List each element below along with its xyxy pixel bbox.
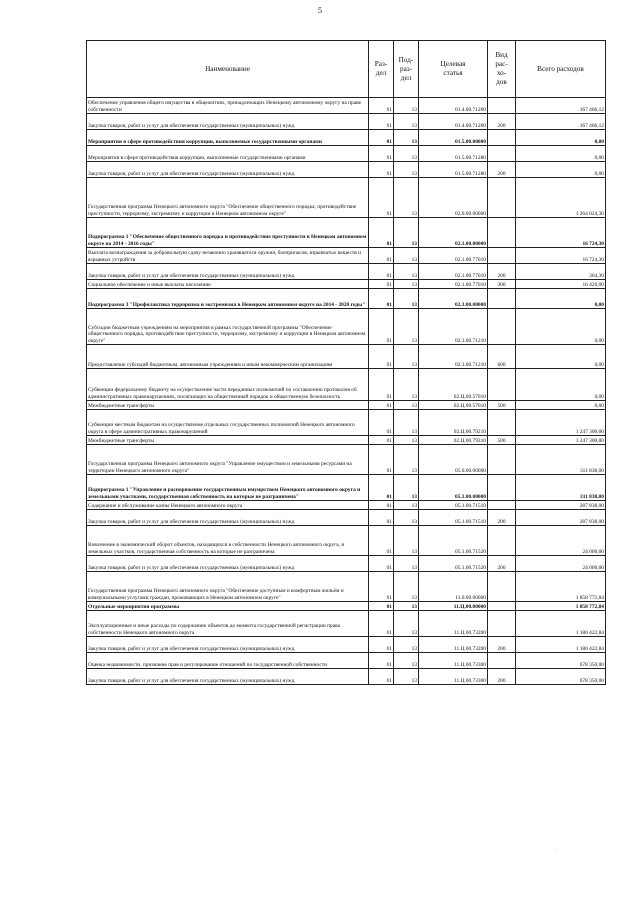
row-total-cell: 1 180 422,84 bbox=[516, 611, 606, 637]
row-section-cell: 01 bbox=[369, 572, 394, 602]
row-target-article-cell: 02.Ц.00.57010 bbox=[419, 369, 488, 401]
row-expense-type-cell: 200 bbox=[488, 510, 516, 526]
row-section-cell: 01 bbox=[369, 309, 394, 345]
row-target-article-cell: 11.Ц.00.73200 bbox=[419, 611, 488, 637]
header-target-article: Целевая статья bbox=[419, 41, 488, 98]
row-subsection-cell: 13 bbox=[394, 369, 419, 401]
table-row bbox=[87, 289, 606, 309]
row-expense-type-cell: 200 bbox=[488, 114, 516, 130]
table-row bbox=[87, 248, 606, 264]
row-target-article-cell: 01.5.00.71280 bbox=[419, 146, 488, 162]
row-expense-type-cell bbox=[488, 289, 516, 309]
row-section-cell: 01 bbox=[369, 280, 394, 289]
row-subsection-cell: 13 bbox=[394, 436, 419, 445]
row-expense-type-cell: 600 bbox=[488, 345, 516, 369]
row-subsection-cell: 13 bbox=[394, 146, 419, 162]
row-total-cell: 0,00 bbox=[516, 401, 606, 410]
row-subsection-cell: 13 bbox=[394, 309, 419, 345]
row-target-article-cell: 05.1.00.71520 bbox=[419, 526, 488, 556]
row-section-cell: 01 bbox=[369, 401, 394, 410]
row-total-cell: 167 466,12 bbox=[516, 114, 606, 130]
row-section-cell: 01 bbox=[369, 436, 394, 445]
row-expense-type-cell: 500 bbox=[488, 436, 516, 445]
table-row bbox=[87, 401, 606, 410]
row-subsection-cell: 13 bbox=[394, 401, 419, 410]
row-subsection-cell: 13 bbox=[394, 637, 419, 653]
row-total-cell: 678 350,00 bbox=[516, 669, 606, 685]
table-row bbox=[87, 510, 606, 526]
row-expense-type-cell bbox=[488, 248, 516, 264]
row-target-article-cell: 11.Ц.00.73300 bbox=[419, 669, 488, 685]
row-target-article-cell: 02.Ц.00.79210 bbox=[419, 436, 488, 445]
table-row bbox=[87, 146, 606, 162]
table-row bbox=[87, 345, 606, 369]
row-subsection-cell: 13 bbox=[394, 248, 419, 264]
header-total-expenses: Всего расходов bbox=[516, 41, 606, 98]
row-subsection-cell: 13 bbox=[394, 178, 419, 218]
row-target-article-cell: 02.3.00.00000 bbox=[419, 289, 488, 309]
table-row bbox=[87, 611, 606, 637]
row-total-cell: 1 858 772,84 bbox=[516, 602, 606, 611]
table-row bbox=[87, 475, 606, 501]
row-section-cell: 01 bbox=[369, 501, 394, 510]
row-total-cell: 0,00 bbox=[516, 345, 606, 369]
row-section-cell: 01 bbox=[369, 369, 394, 401]
row-expense-type-cell: 200 bbox=[488, 162, 516, 178]
table-row bbox=[87, 526, 606, 556]
row-name-cell: Подпрограмма 1 "Управление и распоряжение государственным имуществом Ненецкого автономного округа и земельными участками, государственная собственность на которые не разграничена" bbox=[87, 475, 369, 501]
row-total-cell: 1 247 300,00 bbox=[516, 410, 606, 436]
table-row bbox=[87, 556, 606, 572]
row-section-cell: 01 bbox=[369, 178, 394, 218]
table-row bbox=[87, 264, 606, 280]
table-row bbox=[87, 114, 606, 130]
row-section-cell: 01 bbox=[369, 637, 394, 653]
row-name-cell: Мероприятия в сфере противодействия коррупции, выполняемые государственными органами bbox=[87, 130, 369, 146]
row-expense-type-cell bbox=[488, 475, 516, 501]
table-row bbox=[87, 572, 606, 602]
row-subsection-cell: 13 bbox=[394, 475, 419, 501]
table-row bbox=[87, 602, 606, 611]
table-row bbox=[87, 410, 606, 436]
row-subsection-cell: 13 bbox=[394, 669, 419, 685]
row-expense-type-cell: 300 bbox=[488, 280, 516, 289]
row-section-cell: 01 bbox=[369, 611, 394, 637]
row-target-article-cell: 01.5.00.00000 bbox=[419, 130, 488, 146]
table-row bbox=[87, 130, 606, 146]
row-section-cell: 01 bbox=[369, 510, 394, 526]
row-section-cell: 01 bbox=[369, 264, 394, 280]
row-name-cell: Субвенции местным бюджетам на осуществление отдельных государственных полномочий Ненецкого автономного округа в сфере административных правонарушений bbox=[87, 410, 369, 436]
row-total-cell: 311 838,00 bbox=[516, 475, 606, 501]
row-subsection-cell: 13 bbox=[394, 162, 419, 178]
row-expense-type-cell bbox=[488, 572, 516, 602]
row-expense-type-cell bbox=[488, 501, 516, 510]
row-subsection-cell: 13 bbox=[394, 572, 419, 602]
row-subsection-cell: 13 bbox=[394, 280, 419, 289]
budget-table bbox=[86, 40, 606, 685]
row-total-cell: 24 000,00 bbox=[516, 556, 606, 572]
row-target-article-cell: 11.Ц.00.73300 bbox=[419, 653, 488, 669]
row-section-cell: 01 bbox=[369, 248, 394, 264]
row-name-cell: Подпрограмма 3 "Профилактика терроризма и экстремизма в Ненецком автономном округе на 2014 - 2020 годы" bbox=[87, 289, 369, 309]
table-row bbox=[87, 178, 606, 218]
table-row bbox=[87, 445, 606, 475]
row-expense-type-cell: 200 bbox=[488, 669, 516, 685]
row-subsection-cell: 13 bbox=[394, 556, 419, 572]
row-subsection-cell: 13 bbox=[394, 501, 419, 510]
row-expense-type-cell: 500 bbox=[488, 401, 516, 410]
row-expense-type-cell bbox=[488, 218, 516, 248]
row-subsection-cell: 13 bbox=[394, 345, 419, 369]
row-section-cell: 01 bbox=[369, 345, 394, 369]
row-name-cell: Содержание и обслуживание казны Ненецкого автономного округа bbox=[87, 501, 369, 510]
row-expense-type-cell bbox=[488, 410, 516, 436]
row-name-cell: Социальное обеспечение и иные выплаты населению bbox=[87, 280, 369, 289]
row-target-article-cell: 05.0.00.00000 bbox=[419, 445, 488, 475]
table-header-row bbox=[87, 41, 606, 98]
row-name-cell: Закупка товаров, работ и услуг для обеспечения государственных (муниципальных) нужд bbox=[87, 669, 369, 685]
row-name-cell: Государственная программа Ненецкого автономного округа "Обеспечение доступным и комфортным жильём и коммунальными услугами граждан, проживающих в Ненецком автономном округе" bbox=[87, 572, 369, 602]
row-name-cell: Вовлечение в экономический оборот объектов, находящихся в собственности Ненецкого автономного округа, и земельных участков, государственная собственность на которые не разграничена bbox=[87, 526, 369, 556]
row-name-cell: Межбюджетные трансферты bbox=[87, 401, 369, 410]
row-section-cell: 01 bbox=[369, 162, 394, 178]
row-name-cell: Межбюджетные трансферты bbox=[87, 436, 369, 445]
table-row bbox=[87, 218, 606, 248]
row-name-cell: Закупка товаров, работ и услуг для обеспечения государственных (муниципальных) нужд bbox=[87, 114, 369, 130]
row-expense-type-cell bbox=[488, 653, 516, 669]
row-name-cell: Оценка недвижимости, признание прав и регулирование отношений по государственной собственности bbox=[87, 653, 369, 669]
table-row bbox=[87, 369, 606, 401]
row-name-cell: Предоставление субсидий бюджетным, автономным учреждениям и иным некоммерческим организациям bbox=[87, 345, 369, 369]
row-expense-type-cell: 200 bbox=[488, 637, 516, 653]
row-total-cell: 0,00 bbox=[516, 162, 606, 178]
row-expense-type-cell: 200 bbox=[488, 264, 516, 280]
page-number: 5 bbox=[318, 6, 322, 15]
row-expense-type-cell bbox=[488, 130, 516, 146]
row-subsection-cell: 13 bbox=[394, 653, 419, 669]
row-name-cell: Государственная программа Ненецкого автономного округа "Управление имуществом и земельными ресурсами на территории Ненецкого автономного округа" bbox=[87, 445, 369, 475]
row-target-article-cell: 05.1.00.71520 bbox=[419, 556, 488, 572]
row-name-cell: Закупка товаров, работ и услуг для обеспечения государственных (муниципальных) нужд bbox=[87, 637, 369, 653]
row-name-cell: Закупка товаров, работ и услуг для обеспечения государственных (муниципальных) нужд bbox=[87, 510, 369, 526]
row-subsection-cell: 13 bbox=[394, 611, 419, 637]
row-target-article-cell: 05.1.00.00000 bbox=[419, 475, 488, 501]
row-name-cell: Отдельные мероприятия программы bbox=[87, 602, 369, 611]
row-name-cell: Мероприятия в сфере противодействия коррупции, выполняемые государственными органами bbox=[87, 146, 369, 162]
row-total-cell: 24 000,00 bbox=[516, 526, 606, 556]
table-row bbox=[87, 637, 606, 653]
table-row bbox=[87, 653, 606, 669]
table-row bbox=[87, 501, 606, 510]
row-section-cell: 01 bbox=[369, 653, 394, 669]
header-name: Наименование bbox=[87, 41, 369, 98]
row-section-cell: 01 bbox=[369, 602, 394, 611]
row-total-cell: 0,00 bbox=[516, 309, 606, 345]
row-total-cell: 304,30 bbox=[516, 264, 606, 280]
row-section-cell: 01 bbox=[369, 218, 394, 248]
row-total-cell: 678 350,00 bbox=[516, 653, 606, 669]
row-subsection-cell: 13 bbox=[394, 218, 419, 248]
row-subsection-cell: 13 bbox=[394, 526, 419, 556]
table-body bbox=[87, 98, 606, 685]
table-row bbox=[87, 436, 606, 445]
row-expense-type-cell bbox=[488, 98, 516, 114]
table-row bbox=[87, 280, 606, 289]
row-target-article-cell: 11.0.00.00000 bbox=[419, 572, 488, 602]
row-expense-type-cell bbox=[488, 178, 516, 218]
row-expense-type-cell bbox=[488, 611, 516, 637]
row-target-article-cell: 02.1.00.77010 bbox=[419, 248, 488, 264]
row-expense-type-cell bbox=[488, 146, 516, 162]
row-name-cell: Обеспечение управления общего имущества в общежитиях, принадлежащих Ненецкому автономному округу на праве собственности bbox=[87, 98, 369, 114]
row-total-cell: 287 838,00 bbox=[516, 510, 606, 526]
row-total-cell: 287 838,00 bbox=[516, 501, 606, 510]
row-section-cell: 01 bbox=[369, 475, 394, 501]
row-total-cell: 1 264 024,30 bbox=[516, 178, 606, 218]
table-row bbox=[87, 98, 606, 114]
row-expense-type-cell: 200 bbox=[488, 556, 516, 572]
row-total-cell: 1 247 300,00 bbox=[516, 436, 606, 445]
row-section-cell: 01 bbox=[369, 114, 394, 130]
row-section-cell: 01 bbox=[369, 556, 394, 572]
row-name-cell: Субвенции федеральному бюджету на осуществление части переданных полномочий по составлению протоколов об административных правонарушениях, посягающих на общественный порядок и общественную безопасность bbox=[87, 369, 369, 401]
row-target-article-cell: 02.3.00.71210 bbox=[419, 309, 488, 345]
row-subsection-cell: 13 bbox=[394, 289, 419, 309]
row-target-article-cell: 01.5.00.71280 bbox=[419, 162, 488, 178]
row-total-cell: 0,00 bbox=[516, 130, 606, 146]
row-total-cell: 16 420,00 bbox=[516, 280, 606, 289]
row-name-cell: Субсидии бюджетным учреждениям на мероприятия в рамках государственной программы "Обеспечение общественного порядка, противодействие преступности, терроризму, экстремизму и коррупции в Ненецком автономном округе" bbox=[87, 309, 369, 345]
row-section-cell: 01 bbox=[369, 669, 394, 685]
row-expense-type-cell bbox=[488, 309, 516, 345]
row-subsection-cell: 13 bbox=[394, 602, 419, 611]
header-expense-type: Вид рас- хо- дов bbox=[488, 41, 516, 98]
row-subsection-cell: 13 bbox=[394, 264, 419, 280]
row-total-cell: 16 724,30 bbox=[516, 218, 606, 248]
row-total-cell: 1 180 422,84 bbox=[516, 637, 606, 653]
header-section: Раз- дел bbox=[369, 41, 394, 98]
row-target-article-cell: 02.Ц.00.79210 bbox=[419, 410, 488, 436]
row-total-cell: 16 724,30 bbox=[516, 248, 606, 264]
row-name-cell: Закупка товаров, работ и услуг для обеспечения государственных (муниципальных) нужд bbox=[87, 556, 369, 572]
row-section-cell: 01 bbox=[369, 289, 394, 309]
row-target-article-cell: 11.Ц.00.00000 bbox=[419, 602, 488, 611]
row-total-cell: 0,00 bbox=[516, 289, 606, 309]
row-total-cell: 167 466,12 bbox=[516, 98, 606, 114]
scan-mark: · bbox=[555, 848, 557, 854]
row-name-cell: Закупка товаров, работ и услуг для обеспечения государственных (муниципальных) нужд bbox=[87, 162, 369, 178]
row-total-cell: 1 858 772,84 bbox=[516, 572, 606, 602]
row-subsection-cell: 13 bbox=[394, 445, 419, 475]
row-target-article-cell: 02.0.00.00000 bbox=[419, 178, 488, 218]
row-target-article-cell: 05.1.00.71510 bbox=[419, 510, 488, 526]
row-subsection-cell: 13 bbox=[394, 510, 419, 526]
row-target-article-cell: 05.1.00.71510 bbox=[419, 501, 488, 510]
row-section-cell: 01 bbox=[369, 130, 394, 146]
row-subsection-cell: 13 bbox=[394, 114, 419, 130]
row-name-cell: Эксплуатационные и иные расходы по содержанию объектов до момента государственной регистрации права собственности Ненецкого автономного округа bbox=[87, 611, 369, 637]
row-subsection-cell: 13 bbox=[394, 410, 419, 436]
row-section-cell: 01 bbox=[369, 410, 394, 436]
row-name-cell: Подпрограмма 1 "Обеспечение общественного порядка и противодействие преступности в Ненецком автономном округе на 2014 - 2016 годы" bbox=[87, 218, 369, 248]
row-expense-type-cell bbox=[488, 369, 516, 401]
row-target-article-cell: 01.4.00.71200 bbox=[419, 114, 488, 130]
row-total-cell: 0,00 bbox=[516, 146, 606, 162]
row-expense-type-cell bbox=[488, 602, 516, 611]
row-expense-type-cell bbox=[488, 445, 516, 475]
row-target-article-cell: 02.Ц.00.57010 bbox=[419, 401, 488, 410]
row-name-cell: Выплата вознаграждения за добровольную сдачу незаконно хранящегося оружия, боеприпасов, взрывчатых веществ и взрывных устройств bbox=[87, 248, 369, 264]
row-target-article-cell: 02.1.00.00000 bbox=[419, 218, 488, 248]
row-expense-type-cell bbox=[488, 526, 516, 556]
row-target-article-cell: 02.3.00.71210 bbox=[419, 345, 488, 369]
row-section-cell: 01 bbox=[369, 445, 394, 475]
table-row bbox=[87, 669, 606, 685]
row-name-cell: Государственная программа Ненецкого автономного округа "Обеспечение общественного порядка, противодействие преступности, терроризму, экстремизму и коррупции в Ненецком автономном округе" bbox=[87, 178, 369, 218]
row-section-cell: 01 bbox=[369, 146, 394, 162]
row-name-cell: Закупка товаров, работ и услуг для обеспечения государственных (муниципальных) нужд bbox=[87, 264, 369, 280]
row-target-article-cell: 01.4.00.71200 bbox=[419, 98, 488, 114]
row-target-article-cell: 11.Ц.00.73200 bbox=[419, 637, 488, 653]
header-subsection: Под- раз- дел bbox=[394, 41, 419, 98]
row-section-cell: 01 bbox=[369, 98, 394, 114]
row-subsection-cell: 13 bbox=[394, 98, 419, 114]
table-row bbox=[87, 309, 606, 345]
table-row bbox=[87, 162, 606, 178]
row-target-article-cell: 02.1.00.77010 bbox=[419, 264, 488, 280]
row-section-cell: 01 bbox=[369, 526, 394, 556]
row-total-cell: 311 838,00 bbox=[516, 445, 606, 475]
row-total-cell: 0,00 bbox=[516, 369, 606, 401]
row-target-article-cell: 02.1.00.77010 bbox=[419, 280, 488, 289]
row-subsection-cell: 13 bbox=[394, 130, 419, 146]
